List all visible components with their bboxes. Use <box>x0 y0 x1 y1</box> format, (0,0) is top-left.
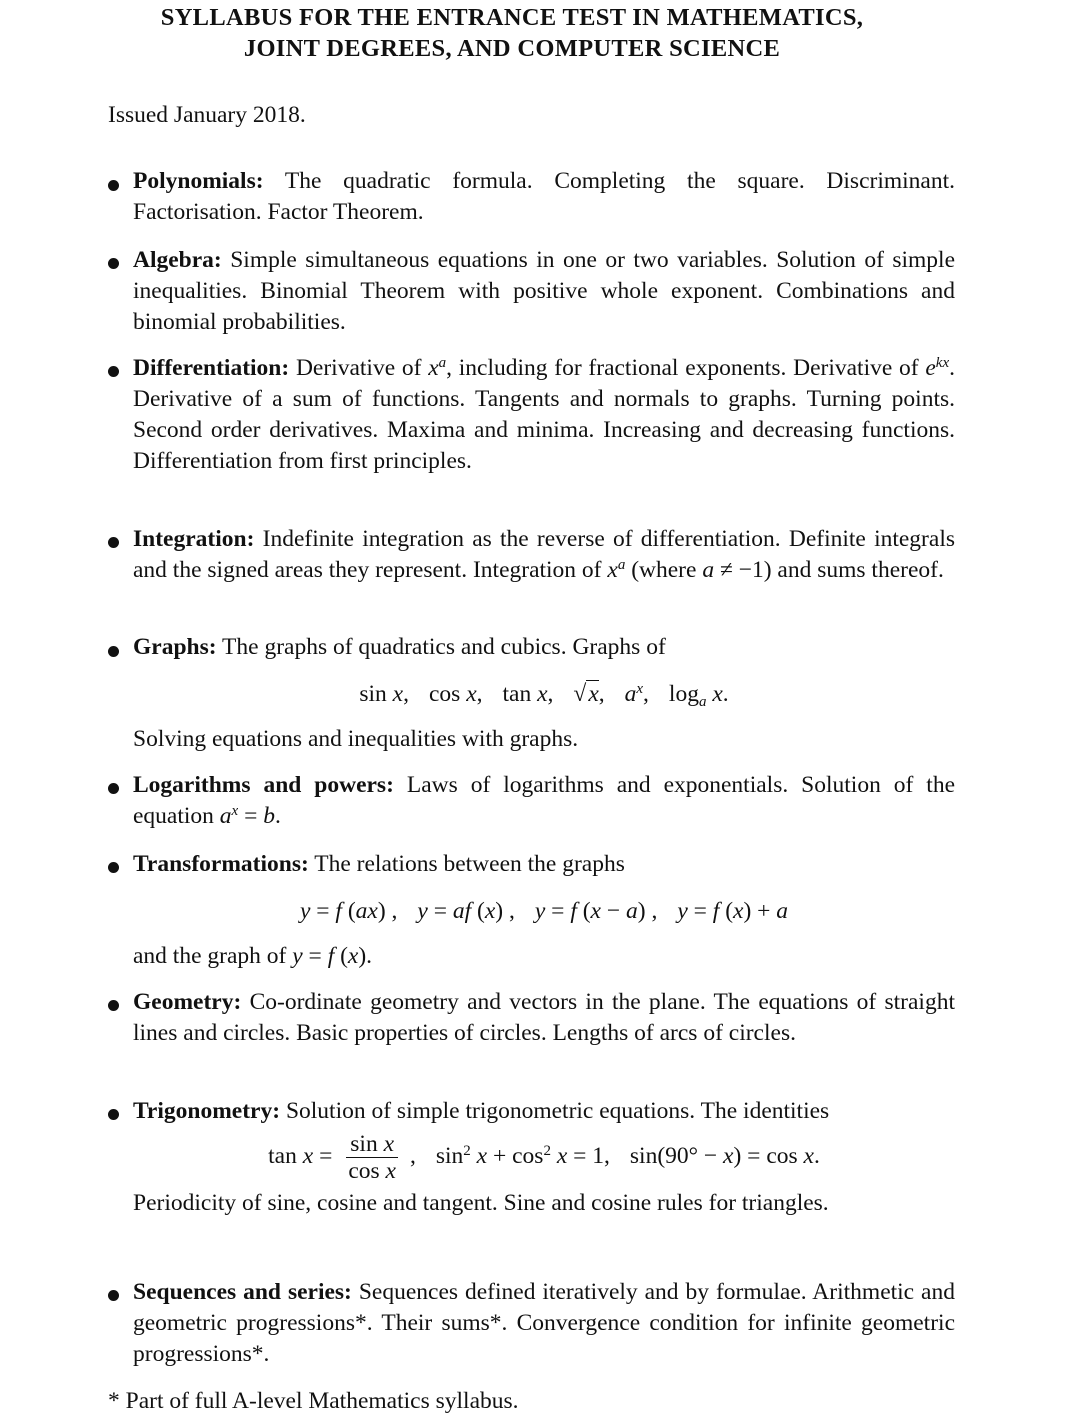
math-expr: a <box>702 557 715 583</box>
item-text: Indefinite integration as the reverse of differentiation. Definite integrals and the signed areas they represent. Integration of <box>133 526 955 583</box>
item-text: Simple simultaneous equations in one or two variables. Solution of simple inequalities. Binomial Theorem with positive whole exponent. Combinations and binomial probabilities. <box>133 247 956 335</box>
issued-date: Issued January 2018. <box>108 102 306 128</box>
item-text: Derivative of <box>295 355 422 381</box>
item-text: Solving equations and inequalities with graphs. <box>133 726 579 752</box>
syllabus-item-geometry <box>133 987 955 1049</box>
bullet-icon <box>107 354 121 368</box>
item-term: Graphs: <box>133 634 217 660</box>
bullet-icon <box>107 1278 121 1292</box>
title-line-2: JOINT DEGREES, AND COMPUTER SCIENCE <box>243 35 781 62</box>
item-text: . Derivative of a sum of functions. Tangents and normals to graphs. Turning points. Second order derivatives. Maxima and minima. Increasing and decreasing functions. Differentiation from first principles. <box>133 355 955 474</box>
syllabus-item-algebra <box>133 245 955 338</box>
item-term: Sequences and series: <box>133 1279 352 1305</box>
document-title <box>0 2 1024 64</box>
math-expr: $x^a$ <box>607 557 626 583</box>
item-text: Co-ordinate geometry and vectors in the plane. The equations of straight lines and circles. Basic properties of circles. Lengths of arcs of circles. <box>133 989 955 1046</box>
syllabus-item-sequences <box>133 1277 955 1370</box>
bullet-icon <box>107 988 121 1002</box>
math-expr: $e^{kx}$ <box>925 355 950 381</box>
math-display: y = f (ax) , y = af (x) , y = f (x − a) , y = f (x) + a <box>299 898 789 924</box>
item-text: Sequences defined iteratively and by formulae. Arithmetic and geometric progressions*. Their sums*. Convergence condition for infinite geometric progressions*. <box>133 1279 955 1367</box>
title-line-1: SYLLABUS FOR THE ENTRANCE TEST IN MATHEMATICS, <box>160 4 864 31</box>
item-term: Differentiation: <box>133 355 290 381</box>
item-text: Periodicity of sine, cosine and tangent. Sine and cosine rules for triangles. <box>133 1190 829 1216</box>
item-text: Solution of simple trigonometric equations. The identities <box>285 1098 830 1124</box>
math-expr: $a^x$ <box>219 803 239 829</box>
footnote: * Part of full A-level Mathematics syllabus. <box>108 1388 519 1414</box>
bullet-icon <box>107 850 121 864</box>
math-display: sin x, cos x, tan x, √x, $a^x$, $\log_a x$. <box>359 681 729 710</box>
bullet-icon <box>107 525 121 539</box>
item-term: Geometry: <box>133 989 242 1015</box>
item-text: ) and sums thereof. <box>763 557 944 583</box>
item-term: Algebra: <box>133 247 222 273</box>
item-text: and the graph of <box>133 943 287 969</box>
syllabus-item-trigonometry <box>133 1096 955 1219</box>
item-text: (where <box>631 557 697 583</box>
syllabus-item-logarithms: Logarithms and powers: Laws of logarithms and exponentials. Solution of the equation $a^x = b$. <box>133 772 956 829</box>
math-expr: $x^a$ <box>428 355 447 381</box>
item-term: Polynomials: <box>133 168 264 194</box>
item-text: The relations between the graphs <box>314 851 625 877</box>
item-text: The quadratic formula. Completing the square. Discriminant. Factorisation. Factor Theorem. <box>133 168 956 225</box>
item-text: Laws of logarithms and exponentials. Solution of the equation <box>133 772 956 829</box>
syllabus-item-differentiation <box>133 353 955 477</box>
syllabus-item-integration: Integration: Indefinite integration as the reverse of differentiation. Definite integrals and the signed areas they represent. Integration of $x^a$ (where a ≠ −1) and sums thereof. <box>133 526 955 583</box>
item-term: Transformations: <box>133 851 309 877</box>
item-term: Trigonometry: <box>133 1098 281 1124</box>
item-text: The graphs of quadratics and cubics. Graphs of <box>222 634 666 660</box>
syllabus-item-graphs <box>133 632 955 755</box>
math-display: tan x = $\frac{\text{sin x}}{\text{cos x}}$ , $\sin^2 x + \cos^2 x = 1$, sin(90° − x) = cos x. <box>268 1131 820 1184</box>
syllabus-item-transformations: Transformations: The relations between the graphs y = f (ax) , y = af (x) , y = f (x − a) , y = f (x) + a and the graph of y = f (x). <box>133 849 955 972</box>
bullet-icon <box>107 168 121 182</box>
item-term: Logarithms and powers: <box>133 772 394 798</box>
bullet-icon <box>107 246 121 260</box>
bullet-icon <box>107 634 121 648</box>
bullet-icon <box>107 1097 121 1111</box>
item-text: , including for fractional exponents. Derivative of <box>446 355 919 381</box>
bullet-icon <box>107 771 121 785</box>
syllabus-item-polynomials <box>133 166 955 228</box>
item-term: Integration: <box>133 526 255 552</box>
